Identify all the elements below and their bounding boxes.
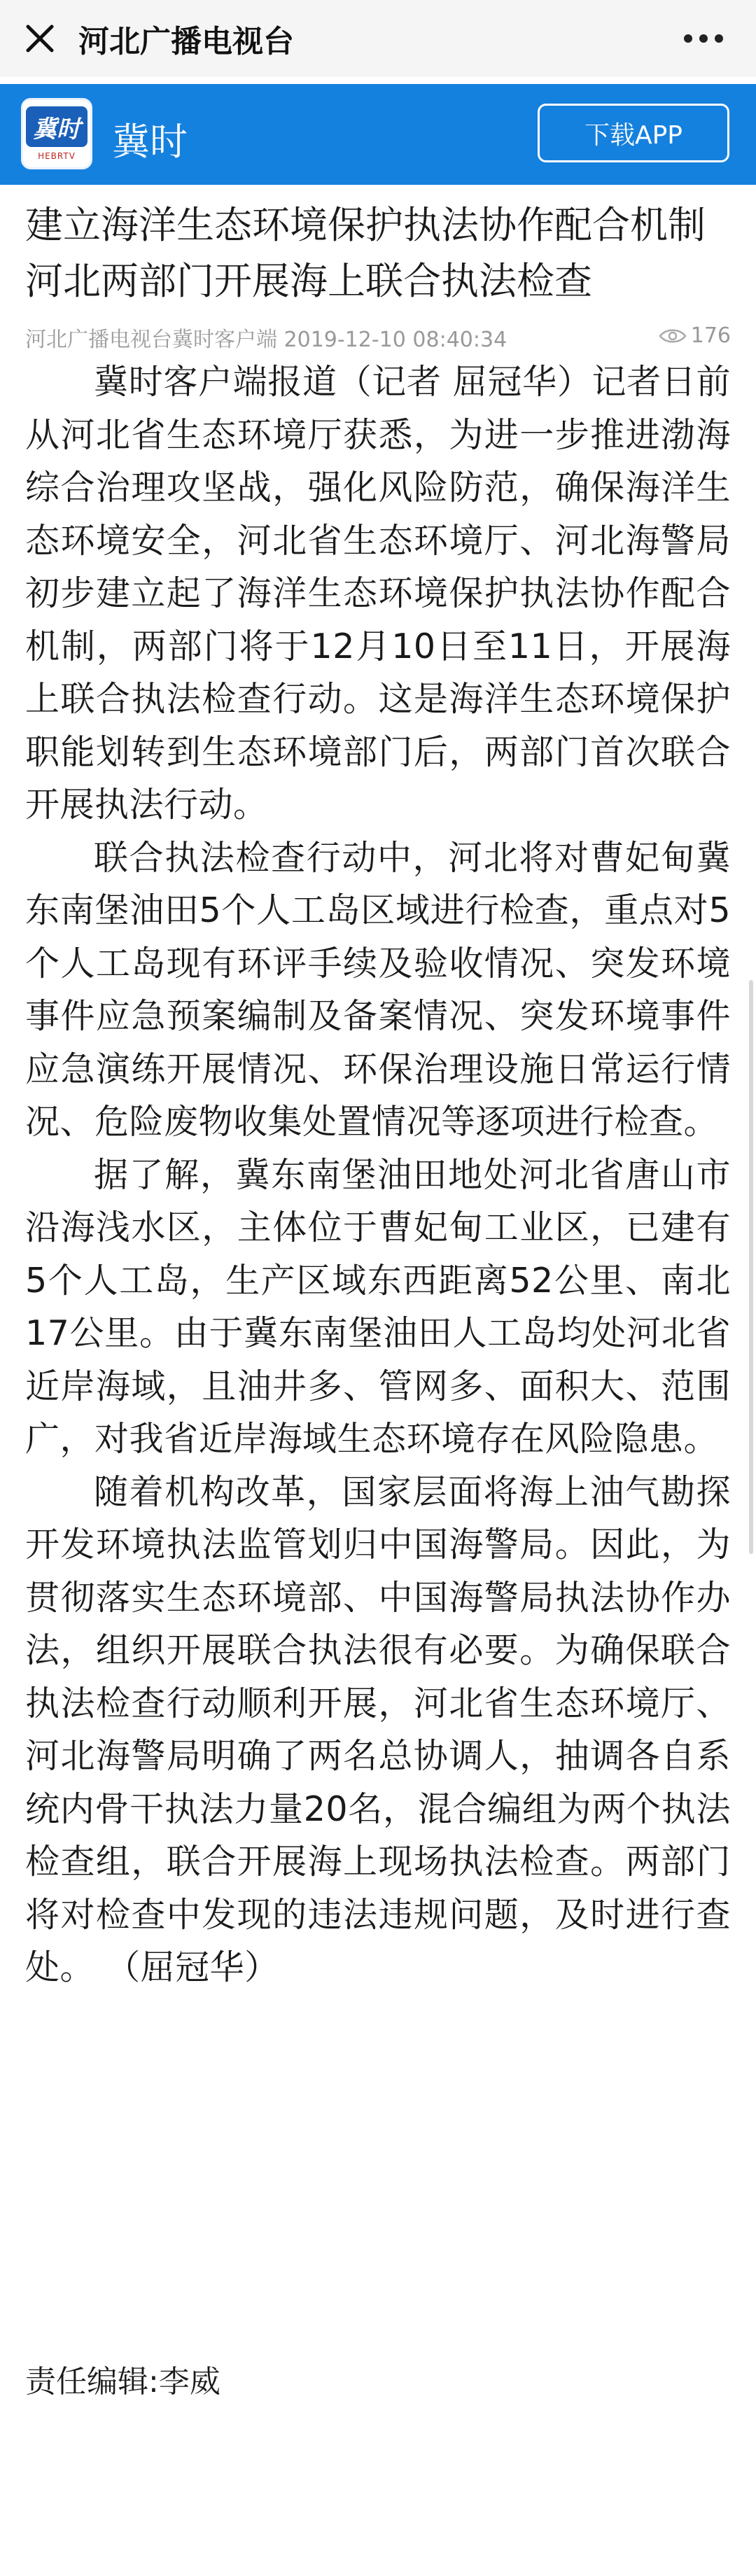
article-source: 河北广播电视台冀时客户端 2019-12-10 08:40:34 <box>25 328 507 352</box>
view-count <box>659 323 731 348</box>
more-dots-icon <box>682 33 724 44</box>
article-meta <box>25 315 731 356</box>
app-logo-glyph: 冀时 <box>26 106 88 147</box>
close-button[interactable] <box>15 14 64 63</box>
article-paragraph: 据了解，冀东南堡油田地处河北省唐山市沿海浅水区，主体位于曹妃甸工业区，已建有5个人工岛，生产区域东西距离52公里、南北17公里。由于冀东南堡油田人工岛均处河北省近岸海域，且油井多、管网多、面积大、范围广，对我省近岸海域生态环境存在风险隐患。 <box>25 1154 731 1459</box>
more-button[interactable] <box>679 14 728 63</box>
page-title: 河北广播电视台 <box>78 24 294 59</box>
app-name: 冀时 <box>112 120 188 164</box>
article-paragraph: 冀时客户端报道（记者 屈冠华）记者日前从河北省生态环境厅获悉，为进一步推进渤海综合治理攻坚战，强化风险防范，确保海洋生态环境安全，河北省生态环境厅、河北海警局初步建立起了海洋生态环境保护执法协作配合机制，两部门将于12月10日至11日，开展海上联合执法检查行动。这是海洋生态环境保护职能划转到生态环境部门后，两部门首次联合开展执法行动。 <box>25 362 731 825</box>
article-paragraph: 随着机构改革，国家层面将海上油气勘探开发环境执法监管划归中国海警局。因此，为贯彻落实生态环境部、中国海警局执法协作办法，组织开展联合执法很有必要。为确保联合执法检查行动顺利开展，河北省生态环境厅、河北海警局明确了两名总协调人，抽调各自系统内骨干执法力量20名，混合编组为两个执法检查组，联合开展海上现场执法检查。两部门将对检查中发现的违法违规问题，及时进行查处。 （屈冠华） <box>25 1471 731 1987</box>
article-title: 建立海洋生态环境保护执法协作配合机制河北两部门开展海上联合执法检查 <box>25 203 706 303</box>
view-count-value: 176 <box>690 323 731 348</box>
close-icon <box>24 22 56 55</box>
responsible-editor: 责任编辑:李威 <box>25 2364 220 2400</box>
app-logo <box>21 98 92 169</box>
scrollbar[interactable] <box>749 980 753 1554</box>
app-logo-subtext: HEBRTV <box>38 151 76 161</box>
app-banner <box>0 84 756 185</box>
top-bar <box>0 0 756 77</box>
download-app-button[interactable]: 下载APP <box>538 104 729 162</box>
eye-icon <box>659 327 687 345</box>
article-paragraph: 联合执法检查行动中，河北将对曹妃甸冀东南堡油田5个人工岛区域进行检查，重点对5个人工岛现有环评手续及验收情况、突发环境事件应急预案编制及备案情况、突发环境事件应急演练开展情况、环保治理设施日常运行情况、危险废物收集处置情况等逐项进行检查。 <box>25 837 731 1142</box>
article <box>25 197 731 1994</box>
